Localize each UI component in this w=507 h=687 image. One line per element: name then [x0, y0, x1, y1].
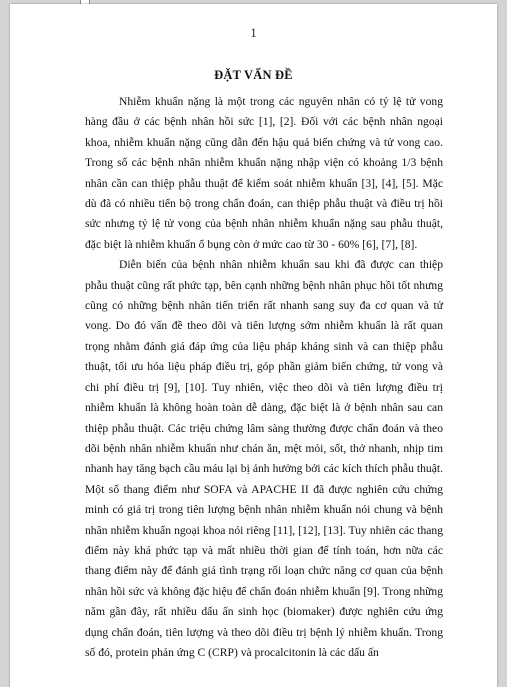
page-number: 1 [250, 26, 257, 40]
document-title: ĐẶT VẤN ĐỀ [214, 68, 293, 82]
document-page [10, 4, 497, 687]
document-body [85, 92, 443, 663]
paragraph-2: Diễn biến của bệnh nhân nhiễm khuẩn sau khi đã được can thiệp phẫu thuật cũng rất phức tạp, bên cạnh những bệnh nhân phục hồi tốt nhưng cũng có những bệnh nhân tiến triển rất nhanh sang suy đa cơ quan và tử vong. Do đó vấn đề theo dõi và tiên lượng sớm nhiễm khuẩn là rất quan trọng nhằm đánh giá đáp ứng của liệu pháp kháng sinh và can thiệp phẫu thuật, tối ưu hóa liệu pháp điều trị, góp phần giảm biến chứng, tử vong và chi phí điều trị [9], [10]. Tuy nhiên, việc theo dõi và tiên lượng điều trị nhiễm khuẩn là không hoàn toàn dễ dàng, đặc biệt là ở bệnh nhân sau can thiệp phẫu thuật. Các triệu chứng lâm sàng thường được chẩn đoán và theo dõi bệnh nhân nhiễm khuẩn như chán ăn, mệt mỏi, sốt, thở nhanh, nhịp tim nhanh hay tăng bạch cầu máu lại bị ảnh hưởng bởi các kích thích phẫu thuật. Một số thang điểm như SOFA và APACHE II đã được nghiên cứu chứng minh có giá trị trong tiên lượng bệnh nhân nhiễm khuẩn nói chung và bệnh nhân nhiễm khuẩn ngoại khoa nói riêng [11], [12], [13]. Tuy nhiên các thang điểm này khá phức tạp và mất nhiều thời gian để tính toán, hơn nữa các thang điểm này để đánh giá tình trạng rối loạn chức năng cơ quan của bệnh nhân hồi sức và không đặc hiệu để chẩn đoán nhiễm khuẩn [9]. Trong những năm gần đây, rất nhiều dấu ấn sinh học (biomaker) được nghiên cứu ứng dụng chẩn đoán, tiên lượng và theo dõi điều trị bệnh lý nhiễm khuẩn. Trong số đó, protein phản ứng C (CRP) và procalcitonin là các dấu ấn [85, 258, 443, 659]
paragraph-1: Nhiễm khuẩn nặng là một trong các nguyên nhân có tỷ lệ tử vong hàng đầu ở các bệnh nhân hồi sức [1], [2]. Đối với các bệnh nhân ngoại khoa, nhiễm khuẩn nặng cũng dẫn đến hậu quả biến chứng và tử vong cao. Trong số các bệnh nhân nhiễm khuẩn nặng nhập viện có khoảng 1/3 bệnh nhân cần can thiệp phẫu thuật để kiểm soát nhiễm khuẩn [3], [4], [5]. Mặc dù đã có nhiều tiến bộ trong chẩn đoán, can thiệp phẫu thuật và điều trị hồi sức nhưng tỷ lệ tử vong của bệnh nhân nhiễm khuẩn nặng sau phẫu thuật, đặc biệt là nhiễm khuẩn ổ bụng còn ở mức cao từ 30 - 60% [6], [7], [8]. [85, 95, 443, 251]
